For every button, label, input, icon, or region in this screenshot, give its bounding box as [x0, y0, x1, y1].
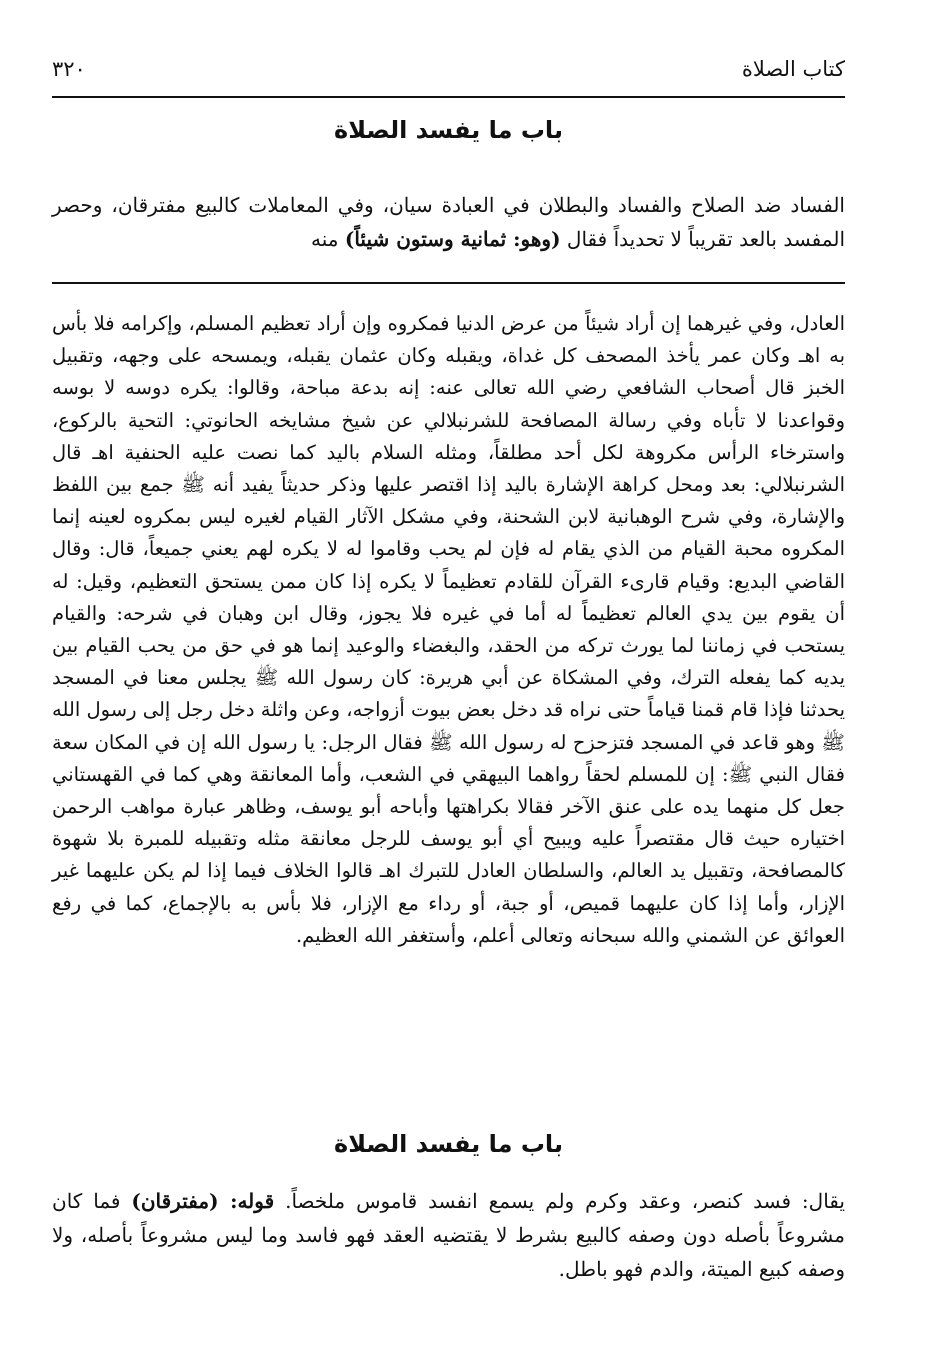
chapter-title: باب ما يفسد الصلاة — [334, 116, 563, 144]
commentary-chapter-text — [52, 1184, 845, 1286]
matn-sharh-divider — [52, 282, 845, 284]
commentary-quote-bold: قوله: (مفترقان) — [131, 1189, 275, 1213]
commentary-text-part-2: فما كان مشروعاً بأصله دون وصفه كالبيع بشرط لا يقتضيه العقد فهو فاسد وما ليس مشروعاً بأصله، ولا وصفه كبيع الميتة، والدم فهو باطل. — [52, 1189, 845, 1281]
matn-quote-bold: (وهو: ثمانية وستون شيئاً) — [344, 227, 561, 251]
header-divider — [52, 96, 845, 98]
commentary-text-part-1: يقال: فسد كنصر، وعقد وكرم ولم يسمع انفسد قاموس ملخصاً. — [274, 1189, 845, 1213]
matn-text — [52, 188, 845, 256]
page-number: ٣٢٠ — [52, 57, 86, 81]
running-title: كتاب الصلاة — [741, 57, 845, 81]
commentary-continued: العادل، وفي غيرهما إن أراد شيئاً من عرض الدنيا فمكروه وإن أراد تعظيم المسلم، وإكرامه فلا بأس به اهـ وكان عمر يأخذ المصحف كل غداة، ويقبله وكان عثمان يقبله، ويمسحه على وجهه، وتقبيل الخبز قال أصحاب الشافعي رضي الله تعالى عنه: إنه بدعة مباحة، وقالوا: يكره دوسه لا بوسه وقواعدنا لا تأباه وفي رسالة المصافحة للشرنبلالي عن شيخ مشايخه الحانوتي: التحية بالركوع، واسترخاء الرأس مكروهة لكل أحد مطلقاً، ومثله السلام باليد كما نصت عليه الحنفية اهـ قال الشرنبلالي: بعد ومحل كراهة الإشارة باليد إذا اقتصر عليها وذكر حديثاً يفيد أنه ﷺ جمع بين اللفظ والإشارة، وفي شرح الوهبانية لابن الشحنة، وفي مشكل الآثار القيام لغيره ليس بمكروه لعينه إنما المكروه محبة القيام من الذي يقام له فإن لم يحب وقاموا له لا يكره لهم يعني جميعاً، قال: وقال القاضي البديع: وقيام قارىء القرآن للقادم تعظيماً لا يكره إذا كان ممن يستحق التعظيم، وقيل: له أن يقوم بين يدي العالم تعظيماً له أما في غيره فلا يجوز، وقال ابن وهبان في شرحه: والقيام يستحب في زماننا لما يورث تركه من الحقد، والبغضاء والوعيد إنما هو في حق من يحب القيام بين يديه كما يفعله الترك، وفي المشكاة عن أبي هريرة: كان رسول الله ﷺ يجلس معنا في المسجد يحدثنا فإذا قام قمنا قياماً حتى نراه قد دخل بعض بيوت أزواجه، وعن واثلة دخل رجل إلى رسول الله ﷺ وهو قاعد في المسجد فتزحزح له رسول الله ﷺ فقال الرجل: يا رسول الله إن في المكان سعة فقال النبي ﷺ: إن للمسلم لحقاً رواهما البيهقي في الشعب، وأما المعانقة وهي كما في القهستاني جعل كل منهما يده على عنق الآخر فقالا بكراهتها وأباحه أبو يوسف، وظاهر عبارة مواهب الرحمن اختياره حيث قال مقتصراً عليه ويبيح أي أبو يوسف للرجل معانقة مثله وتقبيله للمبرة بلا شهوة كالمصافحة، وتقبيل يد العالم، والسلطان العادل للتبرك اهـ قالوا الخلاف فيما إذا لم يكن عليهما غير الإزار، وأما إذا كان عليهما قميص، أو جبة، أو رداء مع الإزار، فلا بأس به بالإجماع، كما في رفع العوائق عن الشمني والله سبحانه وتعالى أعلم، وأستغفر الله العظيم. — [52, 312, 845, 947]
page-header — [52, 44, 845, 94]
matn-text-part-2: منه — [311, 227, 345, 251]
matn-text-part-1: الفساد ضد الصلاح والفساد والبطلان في العبادة سيان، وفي المعاملات كالبيع مفترقان، وحصر المفسد بالعد تقريباً لا تحديداً فقال — [52, 193, 845, 251]
commentary-chapter-title: باب ما يفسد الصلاة — [334, 1130, 563, 1158]
